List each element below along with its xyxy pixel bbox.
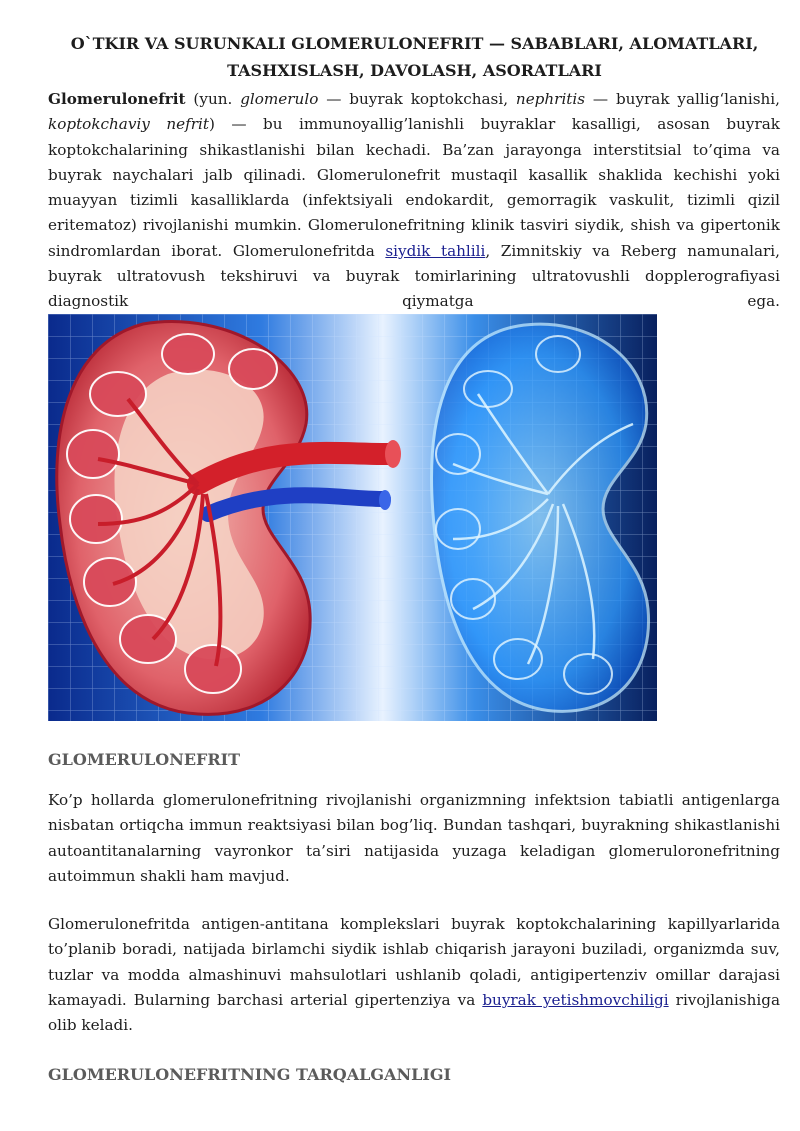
section-heading-glomerulonefrit: GLOMERULONEFRIT bbox=[48, 750, 241, 769]
intro-text-3: — buyrak yallig‘lanishi, bbox=[585, 90, 780, 108]
intro-text-2: — buyrak koptokchasi, bbox=[318, 90, 516, 108]
intro-text-4: ) — bu immunoyallig’lanishli buyraklar kasalligi, asosan buyrak koptokchalarining shikastlanishi bilan kechadi. Ba’zan jarayonga interstitsial to’qima va buyrak naychalari jalb qilinadi. Glomerulonefrit mustaqil kasallik shaklida kechishi yoki muayyan tizimli kasalliklarda (infektsiyali endokardit, gemorragik vaskulit, tizimli qizil eritematoz) rivojlanishi mumkin. Glomerulonefritning klinik tasviri siydik, shish va gipertonik sindromlardan iborat. Glomerulonefritda bbox=[48, 115, 780, 260]
term-glomerulonefrit: Glomerulonefrit bbox=[48, 90, 186, 108]
section1-paragraph-1: Ko’p hollarda glomerulonefritning rivojlanishi organizmning infektsion tabiatli antigenlarga nisbatan ortiqcha immun reaktsiyasi bilan bog’liq. Bundan tashqari, buyrakning shikastlanishi autoantitanalarning vayronkor ta’siri natijasida yuzaga keladigan glomeruloronefritning autoimmun shakli ham mavjud. bbox=[48, 791, 780, 885]
latin-glomerulo: glomerulo bbox=[240, 90, 319, 108]
kidney-illustration bbox=[48, 314, 657, 721]
intro-paragraph bbox=[48, 87, 780, 315]
latin-nephritis: nephritis bbox=[515, 90, 586, 108]
intro-text-5: , Zimnitskiy va Reberg namunalari, buyrak ultratovush tekshiruvi va buyrak tomirlarining ultratovushli dopplerografiyasi diagnostik qiymatga ega. bbox=[48, 241, 780, 311]
p2-text-2: rivojlanishiga olib keladi. bbox=[48, 990, 780, 1035]
intro-text-1: (yun. bbox=[185, 90, 241, 108]
page-title: O`TKIR VA SURUNKALI GLOMERULONEFRIT — SABABLARI, ALOMATLARI, TASHXISLASH, DAVOLASH, ASORATLARI bbox=[70, 34, 759, 80]
siydik-tahlili-link[interactable]: siydik tahlili bbox=[385, 241, 486, 260]
latin-koptokchaviy-nefrit: koptokchaviy nefrit bbox=[48, 115, 209, 134]
buyrak-yetishmovchiligi-link[interactable]: buyrak yetishmovchiligi bbox=[482, 990, 669, 1009]
section1-paragraph-2 bbox=[48, 912, 780, 1038]
section-heading-tarqalganligi: GLOMERULONEFRITNING TARQALGANLIGI bbox=[48, 1065, 451, 1084]
p2-text-1: Glomerulonefritda antigen-antitana komplekslari buyrak koptokchalarining kapillyarlarida to’planib boradi, natijada birlamchi siydik ishlab chiqarish jarayoni buziladi, organizmda suv, tuzlar va modda almashinuvi mahsulotlari ushlanib qoladi, antigipertenziv omillar darajasi kamayadi. Bularning barchasi arterial gipertenziya va bbox=[48, 915, 780, 1009]
